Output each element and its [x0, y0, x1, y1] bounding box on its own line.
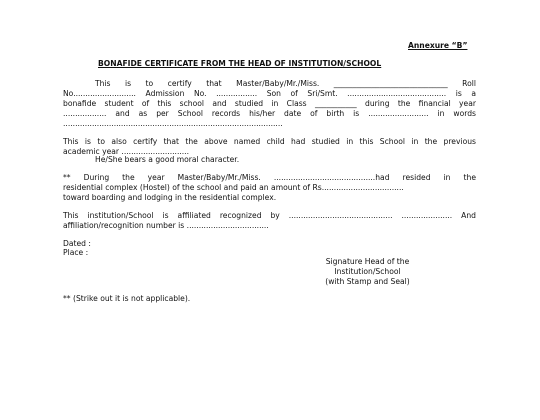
annexure-label: Annexure “B”: [408, 41, 468, 50]
dated-label: Dated :: [63, 239, 91, 248]
para3-line3: toward boarding and lodging in the residential complex.: [63, 193, 277, 202]
certificate-title: BONAFIDE CERTIFICATE FROM THE HEAD OF INSTITUTION/SCHOOL: [98, 59, 382, 68]
para1-line1: This is to certify that Master/Baby/Mr./Miss. ______________________________ Roll: [95, 79, 476, 88]
para2-line1: This is to also certify that the above named child had studied in this School in the previous: [63, 137, 476, 146]
para1-line3: bonafide student of this school and studied in Class ___________ during the financial year: [63, 99, 476, 108]
para3-line1: ** During the year Master/Baby/Mr./Miss. ..........................................had resided in the: [63, 173, 476, 182]
para4-line2: affiliation/recognition number is ..................................: [63, 221, 269, 230]
para1-line2: No.......................... Admission No. ................. Son of Sri/Smt. ......................................... is a: [63, 89, 476, 98]
para1-line5: ...........................................................................................: [63, 119, 283, 128]
signature-line1: Signature Head of the: [325, 257, 410, 266]
para1-line4: .................. and as per School records his/her date of birth is ......................... in words: [63, 109, 476, 118]
footnote: ** (Strike out it is not applicable).: [63, 294, 191, 303]
para3-line2: residential complex (Hostel) of the school and paid an amount of Rs..................................: [63, 183, 404, 192]
para2-line3: He/She bears a good moral character.: [95, 155, 240, 164]
signature-line2: Institution/School: [334, 267, 401, 276]
signature-block: [300, 257, 435, 287]
signature-line3: (with Stamp and Seal): [325, 277, 410, 286]
para2-line2: academic year ............................: [63, 147, 190, 156]
para4-line1: This institution/School is affiliated recognized by ........................................... ..................... And: [63, 211, 476, 220]
place-label: Place :: [63, 248, 89, 257]
